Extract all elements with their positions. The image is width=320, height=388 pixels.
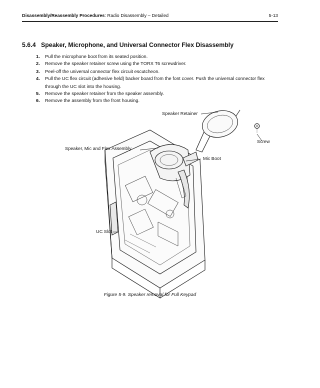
step-item: 3. Peel-off the universal connector flex circuit escutcheon.: [36, 68, 160, 74]
section-number: 5.6.4: [22, 42, 36, 49]
callout-speaker-mic-flex: Speaker, Mic and Flex Assembly: [65, 146, 132, 151]
header-title: Disassembly/Reassembly Procedures: Radio Disassembly – Detailed: [22, 13, 169, 18]
step-item: 6. Remove the assembly from the front housing.: [36, 98, 140, 104]
step-item: 1. Pull the microphone boot from its seated position.: [36, 54, 148, 59]
step-item: 4. Pull the UC flex circuit (adhesive held) backer board from the font cover. Push the universal connector flex through the UC slot into the housing.: [36, 76, 265, 89]
section-title: Speaker, Microphone, and Universal Connector Flex Disassembly: [41, 42, 234, 49]
callout-screw: Screw: [257, 139, 270, 144]
figure-caption: Figure 5-9. Speaker removal for Full Keypad: [103, 292, 197, 297]
callout-speaker-retainer: Speaker Retainer: [162, 111, 198, 116]
step-item: 5. Remove the speaker retainer from the speaker assembly.: [36, 91, 164, 97]
speaker-retainer: [196, 107, 241, 152]
callout-mic-boot: Mic Boot: [203, 156, 221, 161]
step-item: 2. Remove the speaker retainer screw using the TORX T6 screwdriver.: [36, 61, 187, 67]
page-number: 5-13: [268, 13, 278, 18]
screw: [255, 124, 260, 133]
callout-uc-slot: UC Slot: [96, 229, 112, 234]
